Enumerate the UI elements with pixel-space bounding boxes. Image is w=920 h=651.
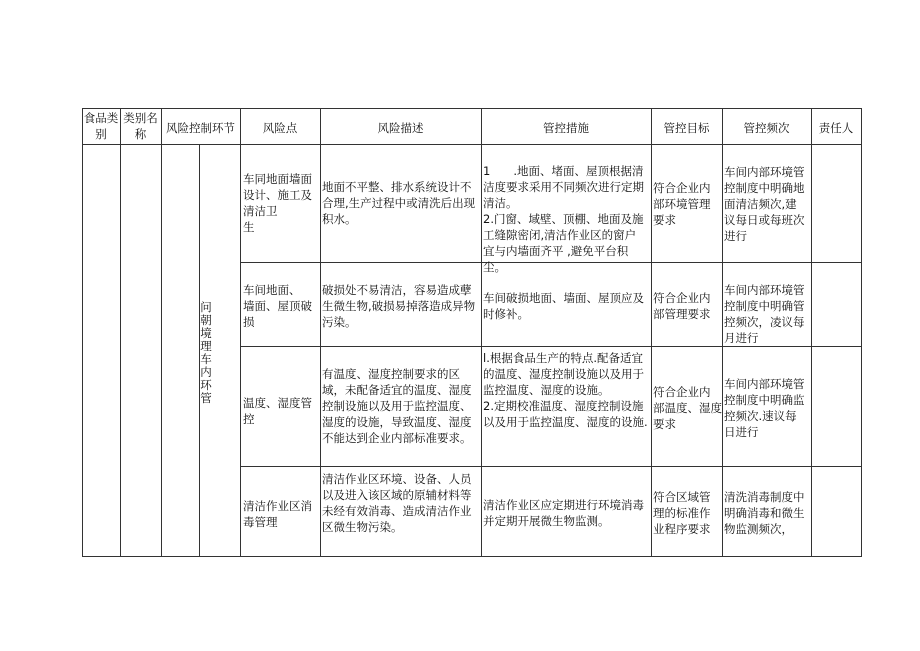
- header-control-frequency: 管控频次: [743, 121, 790, 135]
- header-category-name: 类别名 称: [123, 111, 158, 141]
- row1-risk-point: 车同地面墙面 设计、施工及 清洁卫 生: [243, 172, 312, 234]
- stage-vertical-label: 问朝境理车内环管: [200, 300, 212, 405]
- row3-risk-point: 温度、湿度管 控: [243, 396, 312, 426]
- header-responsible-person: 责任人: [818, 121, 854, 135]
- row1-control-measures: 1 .地面、堵面、屋顶根据清 洁度要求采用不同频次进行定期 清洁。 2.门窗、域壁、顶棚、地面及施 工缝隙密闭,清洁作业区的窗户 宜与内墙面齐平 ,避免平台积尘。: [483, 164, 644, 274]
- row2-control-frequency: 车间内部环境管 控制度中明确管 控频次，凌议每 月进行: [724, 283, 805, 345]
- row4-risk-description: 清洁作业区环境、设备、人员 以及进入该区域的原辅材料等 未经有效消毒、造成清洁作业 区微生物污染。: [322, 472, 472, 534]
- row3-control-frequency: 车间内部环境管 控制度中明确监 控频次.速议每 日进行: [724, 377, 805, 439]
- header-risk-description: 风险描述: [377, 121, 424, 135]
- row3-control-measures: l.根据食品生产的特点.配备适宜 的温度、湿度控制设施以及用于 监控温度、湿度的设施。 2.定期校准温度、湿度控制设施 以及用于监控温度、湿度的设施.: [483, 351, 648, 429]
- row1-risk-description: 地面不平整、排水系统设计不 合理,生产过程中或清洗后出现 积水。: [322, 180, 476, 226]
- header-control-target: 管控目标: [663, 121, 710, 135]
- row3-risk-description: 有温度、湿度控制要求的区 域，未配备适宜的温度、湿度 控制设施以及用于监控温度、 湿度的设施，导致温度、湿度 不能达到企业内部标准要求。: [322, 367, 472, 445]
- row4-control-frequency: 清洗消毒制度中 明确消毒和微生 物监测频次，: [724, 490, 805, 536]
- table-border-top: [82, 108, 862, 109]
- table-border-right: [861, 108, 862, 556]
- column-divider: [481, 108, 482, 556]
- row-divider: [240, 466, 862, 467]
- row4-control-target: 符合区域管 理的标准作 业程序要求: [653, 490, 711, 536]
- row2-control-measures: 车间破损地面、墙面、屋顶应及 时修补。: [483, 291, 644, 321]
- row4-control-measures: 清洁作业区应定期进行环境消毒 并定期开展微生物监测。: [483, 498, 644, 528]
- row4-risk-point: 清洁作业区消 毒管理: [243, 499, 312, 529]
- table-border-bottom: [82, 556, 862, 557]
- row3-control-target: 符合企业内 部温度、湿度 要求: [653, 385, 722, 431]
- row-divider: [240, 346, 862, 347]
- column-divider: [120, 108, 121, 556]
- header-risk-point: 风险点: [262, 121, 298, 135]
- table-border-left: [82, 108, 83, 556]
- row2-risk-description: 破损处不易清洁，容易造成孽 生微生物,破损易掉落造成异物 污染。: [322, 283, 476, 329]
- row1-control-frequency: 车间内部环境管 控制度中明确地 面清洁频次,建 议每日或每班次 进行: [724, 165, 805, 243]
- header-control-measures: 管控措施: [543, 121, 589, 135]
- column-divider: [161, 108, 162, 556]
- column-divider: [651, 108, 652, 556]
- row1-control-target: 符合企业内 部环境管理 要求: [653, 181, 711, 227]
- row2-control-target: 符合企业内 部管理要求: [653, 291, 711, 321]
- header-food-category: 食品类 别: [83, 111, 119, 141]
- column-divider: [811, 108, 812, 556]
- column-divider: [722, 108, 723, 556]
- column-divider: [320, 108, 321, 556]
- row2-risk-point: 车间地面、 墙面、屋顶破 损: [243, 283, 312, 329]
- column-divider: [240, 108, 241, 556]
- header-risk-control-stage: 风险控制环节: [166, 121, 235, 135]
